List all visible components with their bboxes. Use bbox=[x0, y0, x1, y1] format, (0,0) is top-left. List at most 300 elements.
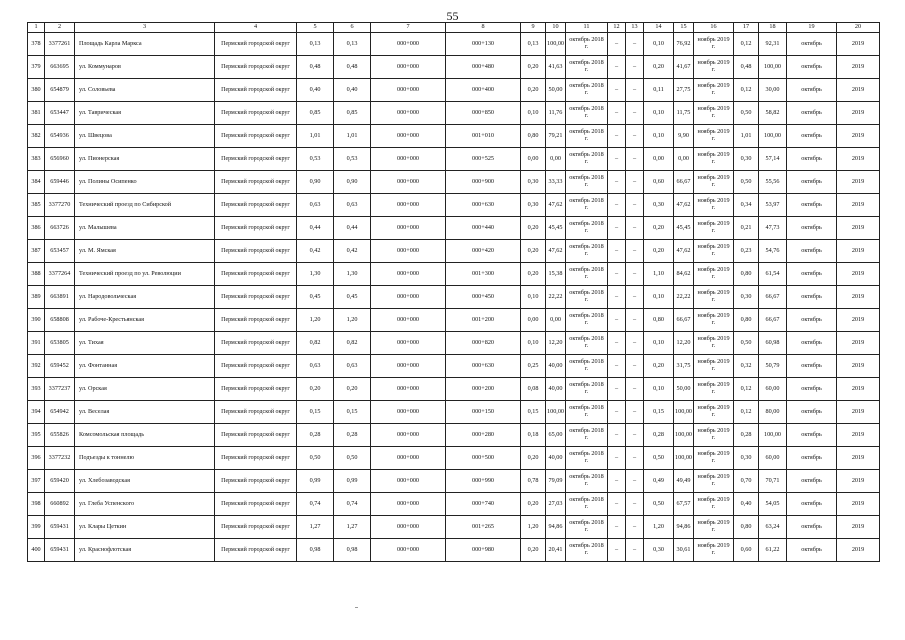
table-cell: 663726 bbox=[45, 217, 75, 240]
table-cell: 0,25 bbox=[521, 355, 546, 378]
table-cell: 0,20 bbox=[644, 56, 674, 79]
table-cell: 2019 bbox=[837, 493, 880, 516]
table-cell: 2019 bbox=[837, 355, 880, 378]
table-cell: 0,85 bbox=[334, 102, 371, 125]
table-cell: 0,90 bbox=[334, 171, 371, 194]
table-cell: октябрь bbox=[787, 516, 837, 539]
table-cell: 0,28 bbox=[644, 424, 674, 447]
table-cell: 0,30 bbox=[521, 194, 546, 217]
table-cell: 0,10 bbox=[644, 332, 674, 355]
table-cell: 000+000 bbox=[371, 194, 446, 217]
table-cell: 000+000 bbox=[371, 355, 446, 378]
table-cell: – bbox=[626, 355, 644, 378]
table-cell: 0,00 bbox=[521, 148, 546, 171]
table-cell: 000+990 bbox=[446, 470, 521, 493]
table-cell: Пермский городской округ bbox=[215, 240, 297, 263]
table-cell: 399 bbox=[28, 516, 45, 539]
column-header: 5 bbox=[297, 23, 334, 33]
table-cell: 663695 bbox=[45, 56, 75, 79]
table-cell: 0,42 bbox=[334, 240, 371, 263]
table-cell: 000+000 bbox=[371, 286, 446, 309]
table-row bbox=[28, 148, 880, 171]
table-cell: Пермский городской округ bbox=[215, 286, 297, 309]
table-cell: ул. М. Ямская bbox=[75, 240, 215, 263]
table-cell: октябрь bbox=[787, 217, 837, 240]
table-cell: 395 bbox=[28, 424, 45, 447]
table-cell: ул. Хлебозаводская bbox=[75, 470, 215, 493]
table-cell: 396 bbox=[28, 447, 45, 470]
table-cell: 655826 bbox=[45, 424, 75, 447]
table-row bbox=[28, 217, 880, 240]
table-cell: 2019 bbox=[837, 263, 880, 286]
table-cell: 0,85 bbox=[297, 102, 334, 125]
table-cell: 2019 bbox=[837, 240, 880, 263]
table-cell: 84,62 bbox=[674, 263, 694, 286]
table-cell: октябрь 2018 г. bbox=[566, 378, 608, 401]
table-cell: 0,60 bbox=[734, 539, 759, 562]
table-cell: Пермский городской округ bbox=[215, 470, 297, 493]
table-cell: 391 bbox=[28, 332, 45, 355]
table-row bbox=[28, 470, 880, 493]
table-cell: 386 bbox=[28, 217, 45, 240]
table-cell: 0,98 bbox=[334, 539, 371, 562]
table-cell: Пермский городской округ bbox=[215, 263, 297, 286]
table-cell: 000+200 bbox=[446, 378, 521, 401]
table-cell: 0,20 bbox=[644, 217, 674, 240]
table-cell: 15,38 bbox=[546, 263, 566, 286]
table-cell: 0,90 bbox=[297, 171, 334, 194]
table-cell: 63,24 bbox=[759, 516, 787, 539]
table-cell: 0,74 bbox=[297, 493, 334, 516]
table-cell: ноябрь 2019 г. bbox=[694, 263, 734, 286]
table-cell: 66,67 bbox=[759, 286, 787, 309]
table-cell: 27,03 bbox=[546, 493, 566, 516]
table-cell: 47,62 bbox=[546, 240, 566, 263]
table-cell: 0,20 bbox=[521, 240, 546, 263]
table-cell: 0,50 bbox=[734, 332, 759, 355]
column-header: 11 bbox=[566, 23, 608, 33]
table-cell: 22,22 bbox=[674, 286, 694, 309]
table-cell: – bbox=[608, 424, 626, 447]
table-cell: 66,67 bbox=[674, 309, 694, 332]
table-cell: 393 bbox=[28, 378, 45, 401]
table-cell: октябрь 2018 г. bbox=[566, 79, 608, 102]
table-cell: 0,28 bbox=[734, 424, 759, 447]
table-cell: 1,10 bbox=[644, 263, 674, 286]
table-cell: октябрь 2018 г. bbox=[566, 493, 608, 516]
table-row bbox=[28, 355, 880, 378]
table-cell: ул. Краснофлотская bbox=[75, 539, 215, 562]
table-cell: 0,15 bbox=[644, 401, 674, 424]
table-cell: ул. Тихая bbox=[75, 332, 215, 355]
table-cell: 000+130 bbox=[446, 33, 521, 56]
table-cell: – bbox=[626, 424, 644, 447]
table-cell: ул. Народовольческая bbox=[75, 286, 215, 309]
table-cell: октябрь 2018 г. bbox=[566, 286, 608, 309]
table-cell: 653457 bbox=[45, 240, 75, 263]
table-cell: октябрь bbox=[787, 33, 837, 56]
table-cell: 381 bbox=[28, 102, 45, 125]
table-cell: 383 bbox=[28, 148, 45, 171]
table-cell: 2019 bbox=[837, 217, 880, 240]
table-cell: 2019 bbox=[837, 56, 880, 79]
table-cell: 0,21 bbox=[734, 217, 759, 240]
table-cell: 0,80 bbox=[734, 516, 759, 539]
table-cell: 0,98 bbox=[297, 539, 334, 562]
table-row bbox=[28, 79, 880, 102]
table-cell: 659420 bbox=[45, 470, 75, 493]
column-header: 1 bbox=[28, 23, 45, 33]
table-cell: 0,48 bbox=[297, 56, 334, 79]
table-cell: октябрь bbox=[787, 125, 837, 148]
table-cell: – bbox=[608, 102, 626, 125]
table-cell: 0,30 bbox=[644, 194, 674, 217]
table-cell: 0,20 bbox=[644, 355, 674, 378]
table-cell: 000+000 bbox=[371, 263, 446, 286]
table-cell: 100,00 bbox=[759, 424, 787, 447]
table-cell: 66,67 bbox=[674, 171, 694, 194]
table-cell: 0,13 bbox=[334, 33, 371, 56]
table-cell: 100,00 bbox=[674, 401, 694, 424]
table-cell: – bbox=[626, 539, 644, 562]
table-cell: ноябрь 2019 г. bbox=[694, 378, 734, 401]
table-cell: ноябрь 2019 г. bbox=[694, 56, 734, 79]
table-cell: ул. Веселая bbox=[75, 401, 215, 424]
table-cell: 659446 bbox=[45, 171, 75, 194]
table-cell: 000+280 bbox=[446, 424, 521, 447]
table-cell: 0,63 bbox=[297, 194, 334, 217]
table-cell: – bbox=[608, 309, 626, 332]
table-cell: октябрь bbox=[787, 171, 837, 194]
table-cell: 0,00 bbox=[644, 148, 674, 171]
table-cell: 0,10 bbox=[521, 332, 546, 355]
table-cell: 61,22 bbox=[759, 539, 787, 562]
table-cell: 000+000 bbox=[371, 493, 446, 516]
table-cell: Пермский городской округ bbox=[215, 447, 297, 470]
table-cell: ноябрь 2019 г. bbox=[694, 102, 734, 125]
table-cell: 54,05 bbox=[759, 493, 787, 516]
table-cell: октябрь 2018 г. bbox=[566, 447, 608, 470]
table-cell: 0,63 bbox=[334, 194, 371, 217]
table-cell: Пермский городской округ bbox=[215, 194, 297, 217]
table-cell: 654879 bbox=[45, 79, 75, 102]
table-cell: Пермский городской округ bbox=[215, 309, 297, 332]
table-cell: 30,61 bbox=[674, 539, 694, 562]
table-cell: – bbox=[608, 56, 626, 79]
table-cell: 58,82 bbox=[759, 102, 787, 125]
table-cell: 0,20 bbox=[521, 493, 546, 516]
column-header: 8 bbox=[446, 23, 521, 33]
table-cell: 0,08 bbox=[521, 378, 546, 401]
table-cell: октябрь 2018 г. bbox=[566, 240, 608, 263]
table-cell: 0,30 bbox=[734, 447, 759, 470]
table-cell: октябрь 2018 г. bbox=[566, 171, 608, 194]
table-cell: ул. Полины Осипенко bbox=[75, 171, 215, 194]
table-cell: – bbox=[626, 148, 644, 171]
table-cell: Пермский городской округ bbox=[215, 33, 297, 56]
table-cell: 389 bbox=[28, 286, 45, 309]
table-cell: Пермский городской округ bbox=[215, 79, 297, 102]
table-cell: 61,54 bbox=[759, 263, 787, 286]
column-header: 2 bbox=[45, 23, 75, 33]
table-cell: 33,33 bbox=[546, 171, 566, 194]
table-cell: 47,62 bbox=[674, 194, 694, 217]
table-cell: октябрь 2018 г. bbox=[566, 102, 608, 125]
table-cell: 0,80 bbox=[644, 309, 674, 332]
table-cell: 000+480 bbox=[446, 56, 521, 79]
table-cell: 0,99 bbox=[334, 470, 371, 493]
table-cell: октябрь bbox=[787, 355, 837, 378]
table-cell: 656960 bbox=[45, 148, 75, 171]
table-cell: 001+200 bbox=[446, 309, 521, 332]
table-cell: – bbox=[626, 263, 644, 286]
column-header: 15 bbox=[674, 23, 694, 33]
table-cell: 40,00 bbox=[546, 355, 566, 378]
table-cell: октябрь bbox=[787, 286, 837, 309]
table-cell: 47,73 bbox=[759, 217, 787, 240]
table-cell: 0,15 bbox=[521, 401, 546, 424]
table-cell: 0,11 bbox=[644, 79, 674, 102]
table-cell: 000+000 bbox=[371, 79, 446, 102]
table-cell: 0,00 bbox=[546, 148, 566, 171]
table-cell: 0,10 bbox=[644, 125, 674, 148]
table-cell: 000+525 bbox=[446, 148, 521, 171]
table-cell: – bbox=[626, 447, 644, 470]
table-cell: 1,30 bbox=[297, 263, 334, 286]
table-cell: 9,90 bbox=[674, 125, 694, 148]
table-cell: 0,12 bbox=[734, 33, 759, 56]
table-cell: 384 bbox=[28, 171, 45, 194]
table-cell: 000+000 bbox=[371, 56, 446, 79]
table-cell: 0,50 bbox=[734, 171, 759, 194]
table-cell: 0,15 bbox=[334, 401, 371, 424]
table-cell: октябрь 2018 г. bbox=[566, 539, 608, 562]
table-cell: – bbox=[626, 332, 644, 355]
table-cell: 0,60 bbox=[644, 171, 674, 194]
table-cell: – bbox=[608, 447, 626, 470]
table-cell: 3377264 bbox=[45, 263, 75, 286]
column-header: 9 bbox=[521, 23, 546, 33]
table-cell: 0,20 bbox=[334, 378, 371, 401]
table-cell: 378 bbox=[28, 33, 45, 56]
table-cell: 380 bbox=[28, 79, 45, 102]
table-cell: 0,10 bbox=[644, 378, 674, 401]
table-cell: 1,20 bbox=[297, 309, 334, 332]
table-cell: Пермский городской округ bbox=[215, 424, 297, 447]
table-cell: 000+000 bbox=[371, 401, 446, 424]
table-cell: – bbox=[608, 516, 626, 539]
table-cell: 2019 bbox=[837, 102, 880, 125]
table-cell: – bbox=[626, 309, 644, 332]
table-cell: 55,56 bbox=[759, 171, 787, 194]
table-cell: 80,00 bbox=[759, 401, 787, 424]
table-cell: 0,53 bbox=[297, 148, 334, 171]
table-cell: – bbox=[626, 493, 644, 516]
table-cell: ноябрь 2019 г. bbox=[694, 447, 734, 470]
table-cell: – bbox=[608, 286, 626, 309]
table-cell: 100,00 bbox=[759, 125, 787, 148]
table-cell: 0,49 bbox=[644, 470, 674, 493]
table-cell: Площадь Карла Маркса bbox=[75, 33, 215, 56]
table-cell: 0,00 bbox=[546, 309, 566, 332]
table-cell: 0,63 bbox=[334, 355, 371, 378]
table-row bbox=[28, 378, 880, 401]
table-cell: Пермский городской округ bbox=[215, 355, 297, 378]
column-header: 12 bbox=[608, 23, 626, 33]
table-cell: 2019 bbox=[837, 378, 880, 401]
table-cell: – bbox=[608, 378, 626, 401]
table-cell: 3377232 bbox=[45, 447, 75, 470]
table-cell: ул. Швецова bbox=[75, 125, 215, 148]
table-cell: ноябрь 2019 г. bbox=[694, 33, 734, 56]
table-cell: 000+000 bbox=[371, 148, 446, 171]
table-cell: 654936 bbox=[45, 125, 75, 148]
table-cell: 0,34 bbox=[734, 194, 759, 217]
table-cell: ул. Фонтанная bbox=[75, 355, 215, 378]
column-header: 6 bbox=[334, 23, 371, 33]
column-header: 18 bbox=[759, 23, 787, 33]
table-cell: октябрь bbox=[787, 424, 837, 447]
table-cell: 0,63 bbox=[297, 355, 334, 378]
table-cell: ул. Соловьева bbox=[75, 79, 215, 102]
table-cell: октябрь bbox=[787, 401, 837, 424]
table-cell: 385 bbox=[28, 194, 45, 217]
table-cell: 100,00 bbox=[674, 447, 694, 470]
table-cell: 0,00 bbox=[521, 309, 546, 332]
table-cell: 653805 bbox=[45, 332, 75, 355]
table-cell: октябрь 2018 г. bbox=[566, 516, 608, 539]
table-cell: 000+000 bbox=[371, 171, 446, 194]
table-cell: 45,45 bbox=[546, 217, 566, 240]
table-cell: 41,67 bbox=[674, 56, 694, 79]
table-cell: 0,78 bbox=[521, 470, 546, 493]
table-cell: 0,70 bbox=[734, 470, 759, 493]
table-cell: – bbox=[626, 194, 644, 217]
table-cell: 2019 bbox=[837, 401, 880, 424]
table-cell: октябрь bbox=[787, 332, 837, 355]
table-cell: ноябрь 2019 г. bbox=[694, 470, 734, 493]
table-cell: 47,62 bbox=[546, 194, 566, 217]
table-cell: 0,44 bbox=[334, 217, 371, 240]
table-cell: октябрь 2018 г. bbox=[566, 401, 608, 424]
table-cell: – bbox=[608, 33, 626, 56]
table-cell: 40,00 bbox=[546, 447, 566, 470]
table-cell: 60,00 bbox=[759, 447, 787, 470]
table-cell: 000+900 bbox=[446, 171, 521, 194]
table-cell: 397 bbox=[28, 470, 45, 493]
table-cell: 0,10 bbox=[644, 286, 674, 309]
table-cell: 2019 bbox=[837, 332, 880, 355]
table-cell: октябрь bbox=[787, 470, 837, 493]
column-header: 17 bbox=[734, 23, 759, 33]
table-row bbox=[28, 286, 880, 309]
table-cell: октябрь bbox=[787, 263, 837, 286]
table-cell: ноябрь 2019 г. bbox=[694, 332, 734, 355]
table-cell: Пермский городской округ bbox=[215, 148, 297, 171]
table-cell: 60,98 bbox=[759, 332, 787, 355]
table-cell: 3377237 bbox=[45, 378, 75, 401]
header-row bbox=[28, 23, 880, 33]
table-cell: 50,79 bbox=[759, 355, 787, 378]
scan-mark bbox=[355, 607, 358, 608]
table-cell: Пермский городской округ bbox=[215, 217, 297, 240]
table-cell: – bbox=[608, 470, 626, 493]
table-cell: 66,67 bbox=[759, 309, 787, 332]
table-cell: 60,00 bbox=[759, 378, 787, 401]
table-cell: 0,82 bbox=[297, 332, 334, 355]
table-cell: 400 bbox=[28, 539, 45, 562]
table-cell: 0,20 bbox=[521, 217, 546, 240]
table-cell: 654942 bbox=[45, 401, 75, 424]
table-cell: ул. Рабоче-Крестьянская bbox=[75, 309, 215, 332]
table-cell: 0,15 bbox=[297, 401, 334, 424]
table-cell: – bbox=[626, 240, 644, 263]
table-cell: 79,21 bbox=[546, 125, 566, 148]
column-header: 13 bbox=[626, 23, 644, 33]
column-header: 20 bbox=[837, 23, 880, 33]
table-cell: 41,63 bbox=[546, 56, 566, 79]
table-cell: октябрь bbox=[787, 194, 837, 217]
table-cell: 000+850 bbox=[446, 102, 521, 125]
table-cell: ноябрь 2019 г. bbox=[694, 424, 734, 447]
table-cell: октябрь 2018 г. bbox=[566, 194, 608, 217]
table-cell: ноябрь 2019 г. bbox=[694, 493, 734, 516]
table-row bbox=[28, 263, 880, 286]
table-cell: 1,27 bbox=[297, 516, 334, 539]
table-row bbox=[28, 125, 880, 148]
table-cell: 000+000 bbox=[371, 470, 446, 493]
table-cell: – bbox=[626, 102, 644, 125]
table-cell: ул. Клары Цеткин bbox=[75, 516, 215, 539]
table-cell: ул. Орская bbox=[75, 378, 215, 401]
table-cell: 53,97 bbox=[759, 194, 787, 217]
table-cell: 0,00 bbox=[674, 148, 694, 171]
table-cell: 30,00 bbox=[759, 79, 787, 102]
table-cell: 0,20 bbox=[521, 447, 546, 470]
table-cell: 000+820 bbox=[446, 332, 521, 355]
table-cell: 0,10 bbox=[521, 102, 546, 125]
table-cell: 0,13 bbox=[521, 33, 546, 56]
table-cell: октябрь 2018 г. bbox=[566, 56, 608, 79]
table-cell: 000+000 bbox=[371, 240, 446, 263]
table-cell: – bbox=[608, 217, 626, 240]
table-cell: 0,99 bbox=[297, 470, 334, 493]
table-cell: – bbox=[608, 539, 626, 562]
table-cell: октябрь 2018 г. bbox=[566, 332, 608, 355]
table-cell: – bbox=[608, 355, 626, 378]
table-cell: ноябрь 2019 г. bbox=[694, 79, 734, 102]
table-cell: 000+000 bbox=[371, 102, 446, 125]
table-cell: 2019 bbox=[837, 447, 880, 470]
table-cell: 0,28 bbox=[297, 424, 334, 447]
table-cell: – bbox=[626, 286, 644, 309]
table-cell: 000+150 bbox=[446, 401, 521, 424]
table-cell: 000+000 bbox=[371, 447, 446, 470]
table-cell: 0,10 bbox=[644, 33, 674, 56]
table-cell: ноябрь 2019 г. bbox=[694, 171, 734, 194]
table-cell: 001+010 bbox=[446, 125, 521, 148]
table-cell: ноябрь 2019 г. bbox=[694, 355, 734, 378]
table-cell: Пермский городской округ bbox=[215, 332, 297, 355]
table-cell: 0,30 bbox=[734, 148, 759, 171]
table-cell: – bbox=[608, 79, 626, 102]
table-cell: 0,74 bbox=[334, 493, 371, 516]
table-cell: – bbox=[626, 217, 644, 240]
table-cell: – bbox=[608, 125, 626, 148]
table-cell: 0,32 bbox=[734, 355, 759, 378]
table-cell: 0,10 bbox=[644, 102, 674, 125]
table-cell: – bbox=[626, 79, 644, 102]
